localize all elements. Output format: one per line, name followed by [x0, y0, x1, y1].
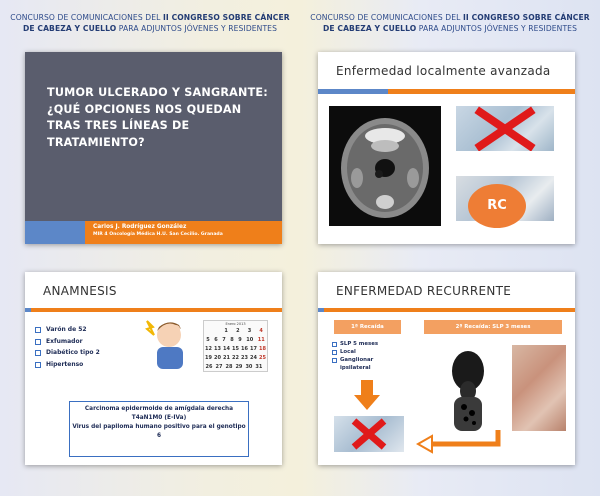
calendar-week: 19 20 21 22 23 24 25 — [205, 355, 266, 361]
diagnosis-box — [69, 401, 249, 457]
patient-history-list — [35, 324, 100, 370]
first-relapse-tag: 1ª Recaída — [334, 320, 401, 334]
slide-locally-advanced[interactable] — [318, 52, 575, 244]
calendar-illustration — [203, 320, 268, 372]
list-item: Exfumador — [35, 336, 100, 348]
relapse-details-list — [332, 340, 394, 372]
title-underline-bar — [318, 89, 575, 94]
slide-anamnesis[interactable] — [25, 272, 282, 465]
congress-header-left: CONCURSO DE COMUNICACIONES DEL II CONGRESO SOBRE CÁNCER DE CABEZA Y CUELLO PARA ADJUNTOS JÓVENES Y RESIDENTES — [10, 13, 290, 33]
slide-title[interactable] — [25, 52, 282, 244]
list-item: SLP 5 meses — [332, 340, 394, 348]
headache-man-illustration — [141, 315, 193, 369]
second-relapse-tag: 2ª Recaída: SLP 3 meses — [424, 320, 562, 334]
lesion-photo — [512, 345, 566, 431]
congress-header-right: CONCURSO DE COMUNICACIONES DEL II CONGRESO SOBRE CÁNCER DE CABEZA Y CUELLO PARA ADJUNTOS JÓVENES Y RESIDENTES — [310, 13, 590, 33]
list-item: Diabético tipo 2 — [35, 347, 100, 359]
diagnosis-hpv: Virus del papiloma humano positivo para el genotipo 6 — [72, 424, 246, 439]
rc-badge: RC — [468, 184, 526, 228]
diagnosis-stage: T4aN1M0 (E-IVa) — [131, 415, 187, 421]
slide-3-title: ANAMNESIS — [43, 284, 117, 298]
calendar-header: Enero 2013 — [225, 322, 246, 326]
list-item: Hipertenso — [35, 359, 100, 371]
author-band — [85, 221, 282, 244]
diagnosis-line: Carcinoma epidermoide de amígdala derecha — [84, 406, 234, 412]
calendar-week: 5 6 7 8 9 10 11 — [206, 337, 265, 343]
title-underline-bar — [25, 308, 282, 313]
author-affiliation: MIR 4 Oncología Médica H.U. San Cecilio. Granada — [93, 232, 223, 237]
slide-recurrent-disease[interactable] — [318, 272, 575, 465]
return-arrow-icon — [414, 430, 504, 460]
ct-scan-image — [329, 106, 441, 226]
list-item: Ganglionar ipsilateral — [332, 356, 394, 372]
list-item: Varón de 52 — [35, 324, 100, 336]
calendar-week: 26 27 28 29 30 31 — [205, 364, 263, 370]
down-arrow-icon — [354, 380, 380, 414]
pet-scan-image — [424, 345, 512, 431]
slide-2-title: Enfermedad localmente avanzada — [336, 64, 551, 78]
calendar-week: 12 13 14 15 16 17 18 — [205, 346, 266, 352]
title-underline-bar — [318, 308, 575, 313]
author-name: Carlos J. Rodríguez González — [93, 224, 187, 230]
calendar-week: 1 2 3 4 — [224, 328, 263, 334]
surgery-photo — [334, 416, 404, 452]
surgery-photo — [456, 106, 554, 151]
list-item: Local — [332, 348, 394, 356]
slide-4-title: ENFERMEDAD RECURRENTE — [336, 284, 512, 298]
blue-accent-block — [25, 221, 85, 244]
slide-1-title: TUMOR ULCERADO Y SANGRANTE: ¿QUÉ OPCIONES NOS QUEDAN TRAS TRES LÍNEAS DE TRATAMIENTO? — [47, 86, 268, 149]
